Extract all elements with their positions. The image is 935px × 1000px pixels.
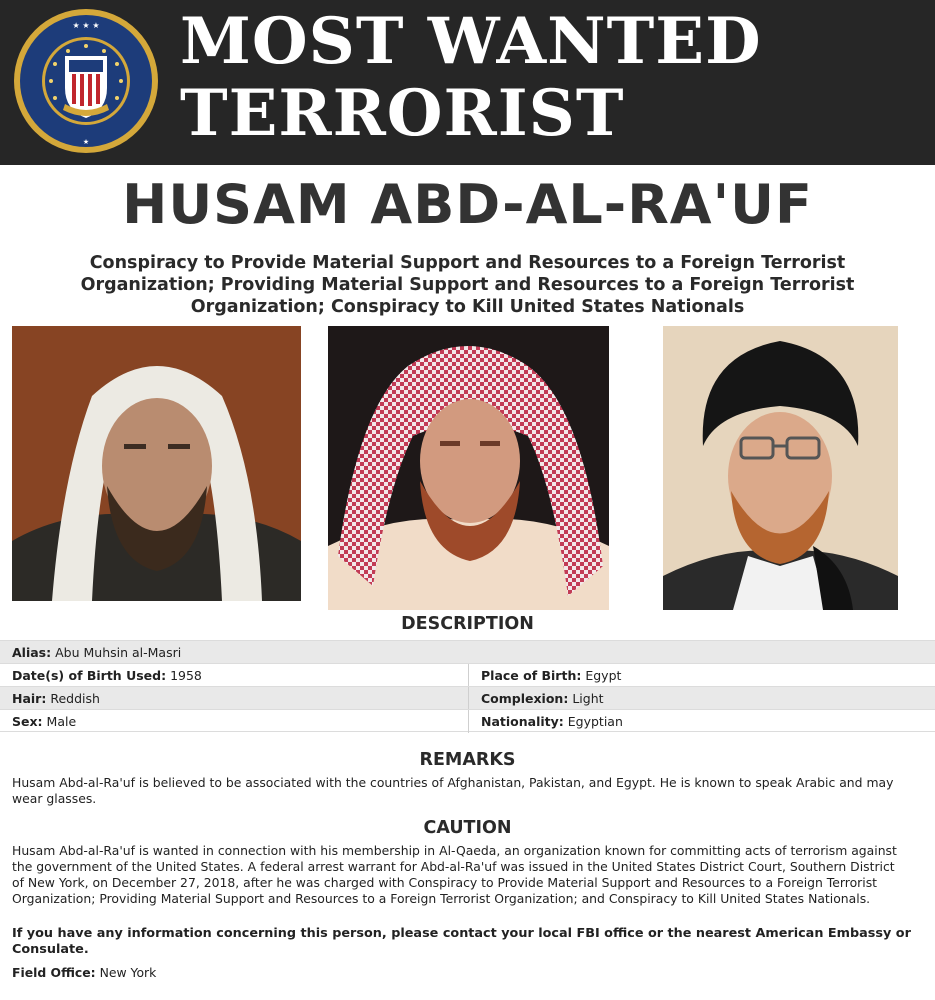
contact-notice	[12, 926, 924, 958]
svg-text:★: ★	[82, 138, 90, 146]
suspect-photo-red-keffiyeh	[328, 326, 609, 610]
description-heading: DESCRIPTION	[401, 614, 534, 634]
caution-heading: CAUTION	[423, 818, 512, 838]
banner-title-line1: MOST WANTED	[180, 4, 762, 79]
charges-text	[40, 252, 895, 318]
desc-row-sex	[0, 709, 935, 732]
dob-value: 1958	[170, 668, 202, 683]
caution-line: Organization; Providing Material Support and Resources to a Foreign Terrorist Organization; and Conspiracy to Kill United States Nationals.	[12, 891, 871, 906]
hair-value: Reddish	[50, 691, 100, 706]
desc-row-birth	[0, 663, 935, 686]
remarks-line: Husam Abd-al-Ra'uf is believed to be associated with the countries of Afghanistan, Pakistan, and Egypt. He is known to speak Arabic and may	[12, 775, 894, 790]
caution-text	[12, 843, 924, 907]
subject-name: HUSAM ABD-AL-RA'UF	[122, 173, 813, 236]
desc-row-hair	[0, 686, 935, 709]
sex-value: Male	[46, 714, 77, 729]
column-divider	[468, 664, 469, 687]
caution-line: of New York, on December 27, 2018, after he was charged with Conspiracy to Provide Material Support and Resources to a Foreign Terrorist	[12, 875, 878, 890]
suspect-photo-white-headscarf	[12, 326, 301, 601]
dob-label: Date(s) of Birth Used:	[12, 668, 167, 683]
column-divider	[468, 687, 469, 710]
alias-value: Abu Muhsin al-Masri	[55, 645, 182, 660]
field-office-label: Field Office:	[12, 965, 96, 980]
complexion-value: Light	[572, 691, 604, 706]
contact-line: If you have any information concerning this person, please contact your local FBI office or the nearest American Embassy or	[12, 926, 911, 941]
complexion-label: Complexion:	[481, 691, 569, 706]
field-office-value: New York	[99, 965, 157, 980]
hair-label: Hair:	[12, 691, 47, 706]
fbi-seal-icon	[13, 8, 159, 154]
pob-label: Place of Birth:	[481, 668, 582, 683]
svg-text:★ ★ ★: ★ ★ ★	[72, 21, 100, 30]
charges-line: Conspiracy to Provide Material Support and Resources to a Foreign Terrorist	[89, 253, 846, 273]
remarks-line: wear glasses.	[12, 791, 97, 806]
suspect-photo-black-turban	[663, 326, 898, 610]
nationality-label: Nationality:	[481, 714, 564, 729]
remarks-text	[12, 775, 924, 807]
remarks-heading: REMARKS	[419, 750, 516, 770]
alias-label: Alias:	[12, 645, 52, 660]
caution-line: Husam Abd-al-Ra'uf is wanted in connection with his membership in Al-Qaeda, an organization known for committing acts of terrorism against	[12, 843, 897, 858]
sex-label: Sex:	[12, 714, 43, 729]
caution-line: the government of the United States. A federal arrest warrant for Abd-al-Ra'uf was issued in the United States District Court, Southern District	[12, 859, 895, 874]
nationality-value: Egyptian	[567, 714, 623, 729]
field-office	[12, 965, 924, 981]
banner-title-line2: TERRORIST	[180, 76, 625, 151]
banner-title	[180, 6, 762, 150]
desc-row-alias	[0, 640, 935, 663]
pob-value: Egypt	[585, 668, 622, 683]
wanted-banner	[0, 0, 935, 165]
charges-line: Organization; Conspiracy to Kill United States Nationals	[190, 297, 745, 317]
contact-line: Consulate.	[12, 942, 89, 957]
column-divider	[468, 710, 469, 733]
charges-line: Organization; Providing Material Support and Resources to a Foreign Terrorist	[80, 275, 855, 295]
